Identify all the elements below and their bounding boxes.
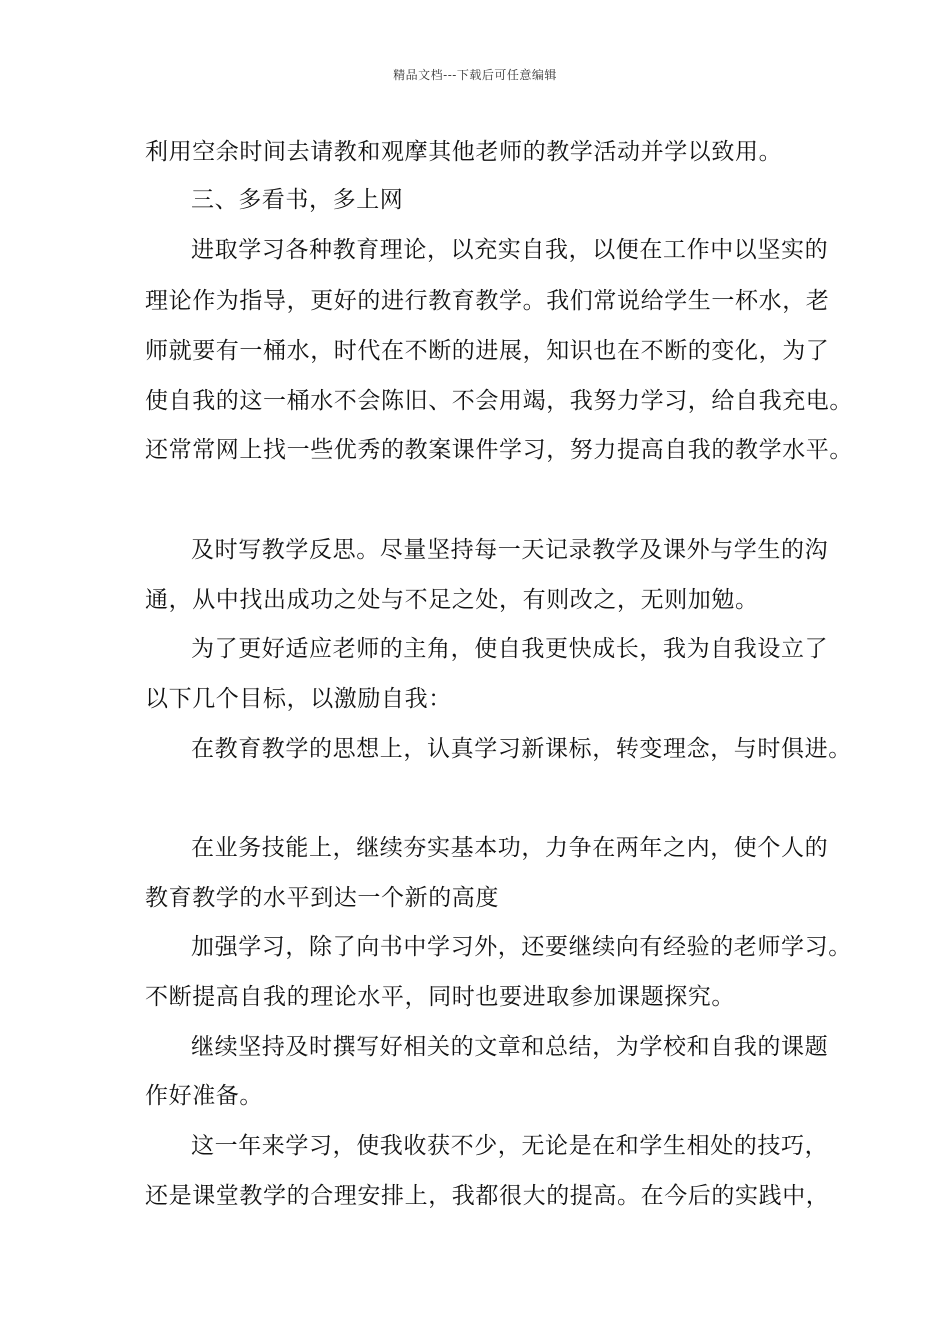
text-line: 这一年来学习，使我收获不少，无论是在和学生相处的技巧， <box>191 1133 829 1159</box>
text-line: 不断提高自我的理论水平，同时也要进取参加课题探究。 <box>145 984 735 1010</box>
text-line: 在业务技能上，继续夯实基本功，力争在两年之内，使个人的 <box>191 835 829 861</box>
text-line: 使自我的这一桶水不会陈旧、不会用竭，我努力学习，给自我充电。 <box>145 388 853 414</box>
text-line: 为了更好适应老师的主角，使自我更快成长，我为自我设立了 <box>191 636 829 662</box>
text-line: 及时写教学反思。尽量坚持每一天记录教学及课外与学生的沟 <box>191 537 829 563</box>
text-line: 教育教学的水平到达一个新的高度 <box>145 885 499 911</box>
text-line: 进取学习各种教育理论，以充实自我，以便在工作中以坚实的 <box>191 237 829 263</box>
text-line: 还常常网上找一些优秀的教案课件学习，努力提高自我的教学水平。 <box>145 437 853 463</box>
text-line: 师就要有一桶水，时代在不断的进展，知识也在不断的变化，为了 <box>145 338 830 364</box>
page-header: 精品文档---下载后可任意编辑 <box>393 68 557 82</box>
text-line: 在教育教学的思想上，认真学习新课标，转变理念，与时俱进。 <box>191 736 852 762</box>
text-line: 利用空余时间去请教和观摩其他老师的教学活动并学以致用。 <box>145 139 783 165</box>
section-heading: 三、多看书，多上网 <box>191 187 404 213</box>
text-line: 还是课堂教学的合理安排上，我都很大的提高。在今后的实践中， <box>145 1183 830 1209</box>
text-line: 通，从中找出成功之处与不足之处，有则改之，无则加勉。 <box>145 587 759 613</box>
text-line: 作好准备。 <box>145 1083 263 1109</box>
text-line: 理论作为指导，更好的进行教育教学。我们常说给学生一杯水，老 <box>145 288 830 314</box>
text-line: 加强学习，除了向书中学习外，还要继续向有经验的老师学习。 <box>191 934 852 960</box>
text-line: 继续坚持及时撰写好相关的文章和总结，为学校和自我的课题 <box>191 1034 829 1060</box>
text-line: 以下几个目标，以激励自我： <box>145 686 452 712</box>
